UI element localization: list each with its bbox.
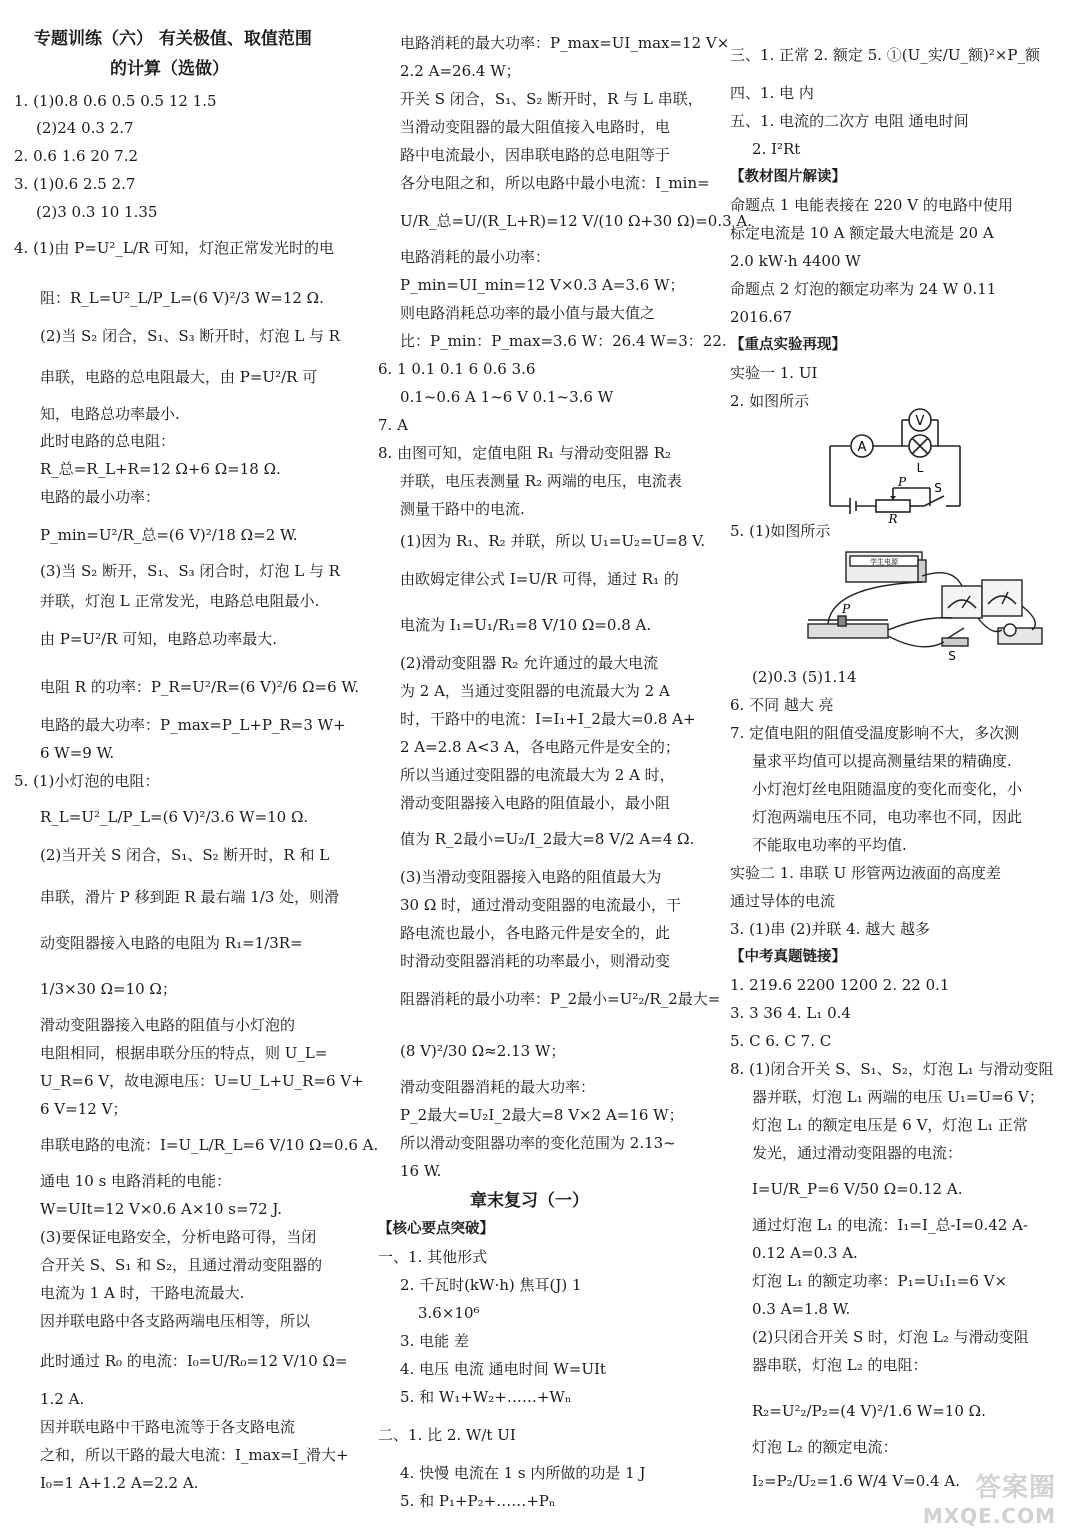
col2-line: 开关 S 闭合，S₁、S₂ 断开时，R 与 L 串联， [400,90,703,108]
col1-line: (2)24 0.3 2.7 [36,119,134,137]
col2-line: 电路消耗的最大功率：P_max=UI_max=12 V× [400,34,730,52]
col2-line: (2)滑动变阻器 R₂ 允许通过的最大电流 [400,654,659,672]
col1-line: (2)当 S₂ 闭合，S₁、S₃ 断开时，灯泡 L 与 R [40,327,340,345]
col1-line: 3. (1)0.6 2.5 2.7 [14,175,136,193]
apparatus-label-p: P [841,602,851,616]
col2-line: 各分电阻之和，所以电路中最小电流：I_min= [400,174,710,192]
col1-line: 串联，电路的总电阻最大，由 P=U²/R 可 [40,368,318,386]
circuit-label-l: L [916,461,924,475]
col3-line: 量求平均值可以提高测量结果的精确度. [752,752,1012,770]
col3-line: 命题点 2 灯泡的额定功率为 24 W 0.11 [730,280,997,298]
circuit-label-r: R [888,512,898,526]
col3-line: 发光，通过滑动变阻器的电流： [752,1144,963,1162]
col2-line: 所以当通过变阻器的电流最大为 2 A 时， [400,766,675,784]
apparatus-drawing [802,546,1062,664]
col3-line: 灯泡 L₁ 的额定电压是 6 V，灯泡 L₁ 正常 [752,1116,1028,1134]
circuit-label-a: A [857,440,867,455]
col1-line: U_R=6 V，故电源电压：U=U_L+U_R=6 V+ [40,1072,364,1090]
col2-line: 2. 千瓦时(kW·h) 焦耳(J) 1 [400,1276,582,1294]
circuit-label-v: V [915,414,925,429]
watermark-logo [923,1474,1056,1530]
col1-line: 滑动变阻器接入电路的阻值与小灯泡的 [40,1016,296,1034]
col2-line: 30 Ω 时，通过滑动变阻器的电流最小，干 [400,896,682,914]
col2-line: 2 A=2.8 A<3 A，各电路元件是安全的； [400,738,680,756]
col1-line: 因并联电路中各支路两端电压相等，所以 [40,1312,311,1330]
col1-line: (2)3 0.3 10 1.35 [36,203,158,221]
col3-line: 四、1. 电 内 [730,84,814,102]
apparatus-box-label: 学生电源 [870,558,898,566]
col3-line: 8. (1)闭合开关 S、S₁、S₂，灯泡 L₁ 与滑动变阻 [730,1060,1054,1078]
col3-line: 0.3 A=1.8 W. [752,1300,851,1318]
col3-line: 6. 不同 越大 亮 [730,696,834,714]
col2-line: 并联，电压表测量 R₂ 两端的电压，电流表 [400,472,682,490]
col3-line: 实验二 1. 串联 U 形管两边液面的高度差 [730,864,1002,882]
col1-line: 电流为 1 A 时，干路电流最大. [40,1284,245,1302]
col2-line: 0.1~0.6 A 1~6 V 0.1~3.6 W [400,388,614,406]
col3-line: 【中考真题链接】 [730,949,846,965]
col1-line: 此时通过 R₀ 的电流：I₀=U/R₀=12 V/10 Ω= [40,1352,348,1370]
col1-line: 2. 0.6 1.6 20 7.2 [14,147,139,165]
col2-line: 3.6×10⁶ [418,1304,480,1322]
col1-line: 电路的最小功率： [40,488,161,506]
col3-line: 7. 定值电阻的阻值受温度影响不大，多次测 [730,724,1020,742]
col3-line: 五、1. 电流的二次方 电阻 通电时间 [730,112,969,130]
watermark-line2: MXQE.COM [922,1504,1056,1528]
circuit-label-s: S [934,481,942,495]
col1-line: 电阻相同，根据串联分压的特点，则 U_L= [40,1044,328,1062]
col2-line: 时滑动变阻器消耗的功率最小，则滑动变 [400,952,671,970]
col3-line: 标定电流是 10 A 额定最大电流是 20 A [730,224,994,242]
col1-line: I₀=1 A+1.2 A=2.2 A. [40,1474,199,1492]
col3-line: I₂=P₂/U₂=1.6 W/4 V=0.4 A. [752,1472,960,1490]
col2-line: (3)当滑动变阻器接入电路的阻值最大为 [400,868,662,886]
col2-line: 电路消耗的最小功率： [400,248,551,266]
col2-line: 滑动变阻器消耗的最大功率： [400,1078,596,1096]
col1-line: (3)当 S₂ 断开，S₁、S₃ 闭合时，灯泡 L 与 R [40,562,340,580]
col3-line: (2)只闭合开关 S 时，灯泡 L₂ 与滑动变阻 [752,1328,1029,1346]
col3-line: 5. (1)如图所示 [730,522,831,540]
col1-line: (2)当开关 S 闭合，S₁、S₂ 断开时，R 和 L [40,846,330,864]
col1-line: R_总=R_L+R=12 Ω+6 Ω=18 Ω. [40,460,281,478]
col1-line: 1/3×30 Ω=10 Ω； [40,980,177,998]
col2-line: 路中电流最小，因串联电路的总电阻等于 [400,146,671,164]
col2-line: P_min=UI_min=12 V×0.3 A=3.6 W； [400,276,685,294]
col1-line: P_min=U²/R_总=(6 V)²/18 Ω=2 W. [40,526,298,544]
col2-line: (1)因为 R₁、R₂ 并联，所以 U₁=U₂=U=8 V. [400,532,706,550]
col1-line: 的计算（选做） [110,59,229,79]
col1-line: 6 W=9 W. [40,744,115,762]
watermark-line1: 答案圈 [974,1473,1056,1503]
col2-line: 比：P_min：P_max=3.6 W：26.4 W=3：22. [400,332,727,350]
col1-line: 6 V=12 V； [40,1100,128,1118]
col2-line: 所以滑动变阻器功率的变化范围为 2.13~ [400,1134,676,1152]
col2-line: 4. 快慢 电流在 1 s 内所做的功是 1 J [400,1464,646,1482]
col1-line: 4. (1)由 P=U²_L/R 可知，灯泡正常发光时的电 [14,239,334,257]
col3-line: 命题点 1 电能表接在 220 V 的电路中使用 [730,196,1013,214]
col2-line: 当滑动变阻器的最大阻值接入电路时，电 [400,118,671,136]
col3-line: 【重点实验再现】 [730,337,846,353]
col1-line: 知，电路总功率最小. [40,405,180,423]
col3-line: 通过灯泡 L₁ 的电流：I₁=I_总-I=0.42 A- [752,1216,1029,1234]
col1-line: 阻：R_L=U²_L/P_L=(6 V)²/3 W=12 Ω. [40,289,324,307]
col1-line: 并联，灯泡 L 正常发光，电路总电阻最小. [40,592,320,610]
col1-line: 电阻 R 的功率：P_R=U²/R=(6 V)²/6 Ω=6 W. [40,678,359,696]
col1-line: 5. (1)小灯泡的电阻： [14,772,160,790]
col3-line: 2016.67 [730,308,793,326]
circuit-diagram [820,400,1050,526]
col2-line: 时，干路中的电流：I=I₁+I_2最大=0.8 A+ [400,710,696,728]
col3-line: 0.12 A=0.3 A. [752,1244,858,1262]
col2-line: U/R_总=U/(R_L+R)=12 V/(10 Ω+30 Ω)=0.3 A. [400,212,753,230]
col2-line: 3. 电能 差 [400,1332,469,1350]
col2-line: 5. 和 W₁+W₂+……+Wₙ [400,1388,572,1406]
col3-line: 灯泡 L₁ 的额定功率：P₁=U₁I₁=6 V× [752,1272,1008,1290]
col2-line: 为 2 A，当通过变阻器的电流最大为 2 A [400,682,670,700]
col2-line: 阻器消耗的最小功率：P_2最小=U²₂/R_2最大= [400,990,721,1008]
col2-line: 6. 1 0.1 0.1 6 0.6 3.6 [378,360,536,378]
col3-line: 小灯泡灯丝电阻随温度的变化而变化，小 [752,780,1023,798]
col2-line: 二、1. 比 2. W/t UI [378,1426,516,1444]
col3-line: 3. (1)串 (2)并联 4. 越大 越多 [730,920,930,938]
col1-line: 因并联电路中干路电流等于各支路电流 [40,1418,296,1436]
col1-line: R_L=U²_L/P_L=(6 V)²/3.6 W=10 Ω. [40,808,309,826]
col3-line: 2.0 kW·h 4400 W [730,252,861,270]
col2-line: 2.2 A=26.4 W； [400,62,521,80]
col3-line: 灯泡两端电压不同，电功率也不同，因此 [752,808,1023,826]
col2-line: 4. 电压 电流 通电时间 W=UIt [400,1360,606,1378]
col2-line: 5. 和 P₁+P₂+……+Pₙ [400,1492,556,1510]
col3-line: 【教材图片解读】 [730,169,846,185]
col2-line: 7. A [378,416,408,434]
col2-line: 滑动变阻器接入电路的阻值最小，最小阻 [400,794,671,812]
col2-line: 由欧姆定律公式 I=U/R 可得，通过 R₁ 的 [400,570,679,588]
col3-line: R₂=U²₂/P₂=(4 V)²/1.6 W=10 Ω. [752,1402,986,1420]
col1-line: 动变阻器接入电路的电阻为 R₁=1/3R= [40,934,303,952]
col2-line: 一、1. 其他形式 [378,1248,488,1266]
apparatus-label-s: S [948,649,956,663]
col1-line: 合开关 S、S₁ 和 S₂，且通过滑动变阻器的 [40,1256,323,1274]
col1-line: 1.2 A. [40,1390,85,1408]
col3-line: 3. 3 36 4. L₁ 0.4 [730,1004,851,1022]
col2-line: 电流为 I₁=U₁/R₁=8 V/10 Ω=0.8 A. [400,616,652,634]
col3-line: 5. C 6. C 7. C [730,1032,832,1050]
circuit-label-p: P [897,475,907,489]
col2-line: 值为 R_2最小=U₂/I_2最大=8 V/2 A=4 Ω. [400,830,695,848]
col1-line: 通电 10 s 电路消耗的电能： [40,1172,232,1190]
col1-line: W=UIt=12 V×0.6 A×10 s=72 J. [40,1200,283,1218]
col1-line: 由 P=U²/R 可知，电路总功率最大. [40,630,277,648]
col3-line: I=U/R_P=6 V/50 Ω=0.12 A. [752,1180,963,1198]
col1-line: 串联，滑片 P 移到距 R 最右端 1/3 处，则滑 [40,888,340,906]
col1-line: 专题训练（六） 有关极值、取值范围 [34,29,312,49]
col3-line: 1. 219.6 2200 1200 2. 22 0.1 [730,976,950,994]
col3-line: 通过导体的电流 [730,892,836,910]
col1-line: 1. (1)0.8 0.6 0.5 0.5 12 1.5 [14,92,217,110]
col2-line: 路电流也最小，各电路元件是安全的，此 [400,924,671,942]
col3-line: 2. I²Rt [752,140,801,158]
col3-line: 器串联，灯泡 L₂ 的电阻： [752,1356,928,1374]
col2-line: 8. 由图可知，定值电阻 R₁ 与滑动变阻器 R₂ [378,444,671,462]
col2-line: 章末复习（一） [470,1191,589,1211]
col3-line: (2)0.3 (5)1.14 [752,668,857,686]
col2-line: (8 V)²/30 Ω≈2.13 W； [400,1042,566,1060]
col2-line: 测量干路中的电流. [400,500,525,518]
col1-line: 之和，所以干路的最大电流：I_max=I_滑大+ [40,1446,349,1464]
col2-line: 16 W. [400,1162,442,1180]
col1-line: 此时电路的总电阻： [40,432,176,450]
col2-line: P_2最大=U₂I_2最大=8 V×2 A=16 W； [400,1106,684,1124]
col1-line: 电路的最大功率：P_max=P_L+P_R=3 W+ [40,716,346,734]
col1-line: (3)要保证电路安全，分析电路可得，当闭 [40,1228,317,1246]
col3-line: 不能取电功率的平均值. [752,836,907,854]
col2-line: 【核心要点突破】 [378,1221,494,1237]
col1-line: 串联电路的电流：I=U_L/R_L=6 V/10 Ω=0.6 A. [40,1136,379,1154]
col2-line: 则电路消耗总功率的最小值与最大值之 [400,304,656,322]
col3-line: 2. 如图所示 [730,392,810,410]
col3-line: 实验一 1. UI [730,364,818,382]
col3-line: 灯泡 L₂ 的额定电流： [752,1438,898,1456]
col3-line: 器并联，灯泡 L₁ 两端的电压 U₁=U=6 V； [752,1088,1044,1106]
col3-line: 三、1. 正常 2. 额定 5. ①(U_实/U_额)²×P_额 [730,46,1040,64]
